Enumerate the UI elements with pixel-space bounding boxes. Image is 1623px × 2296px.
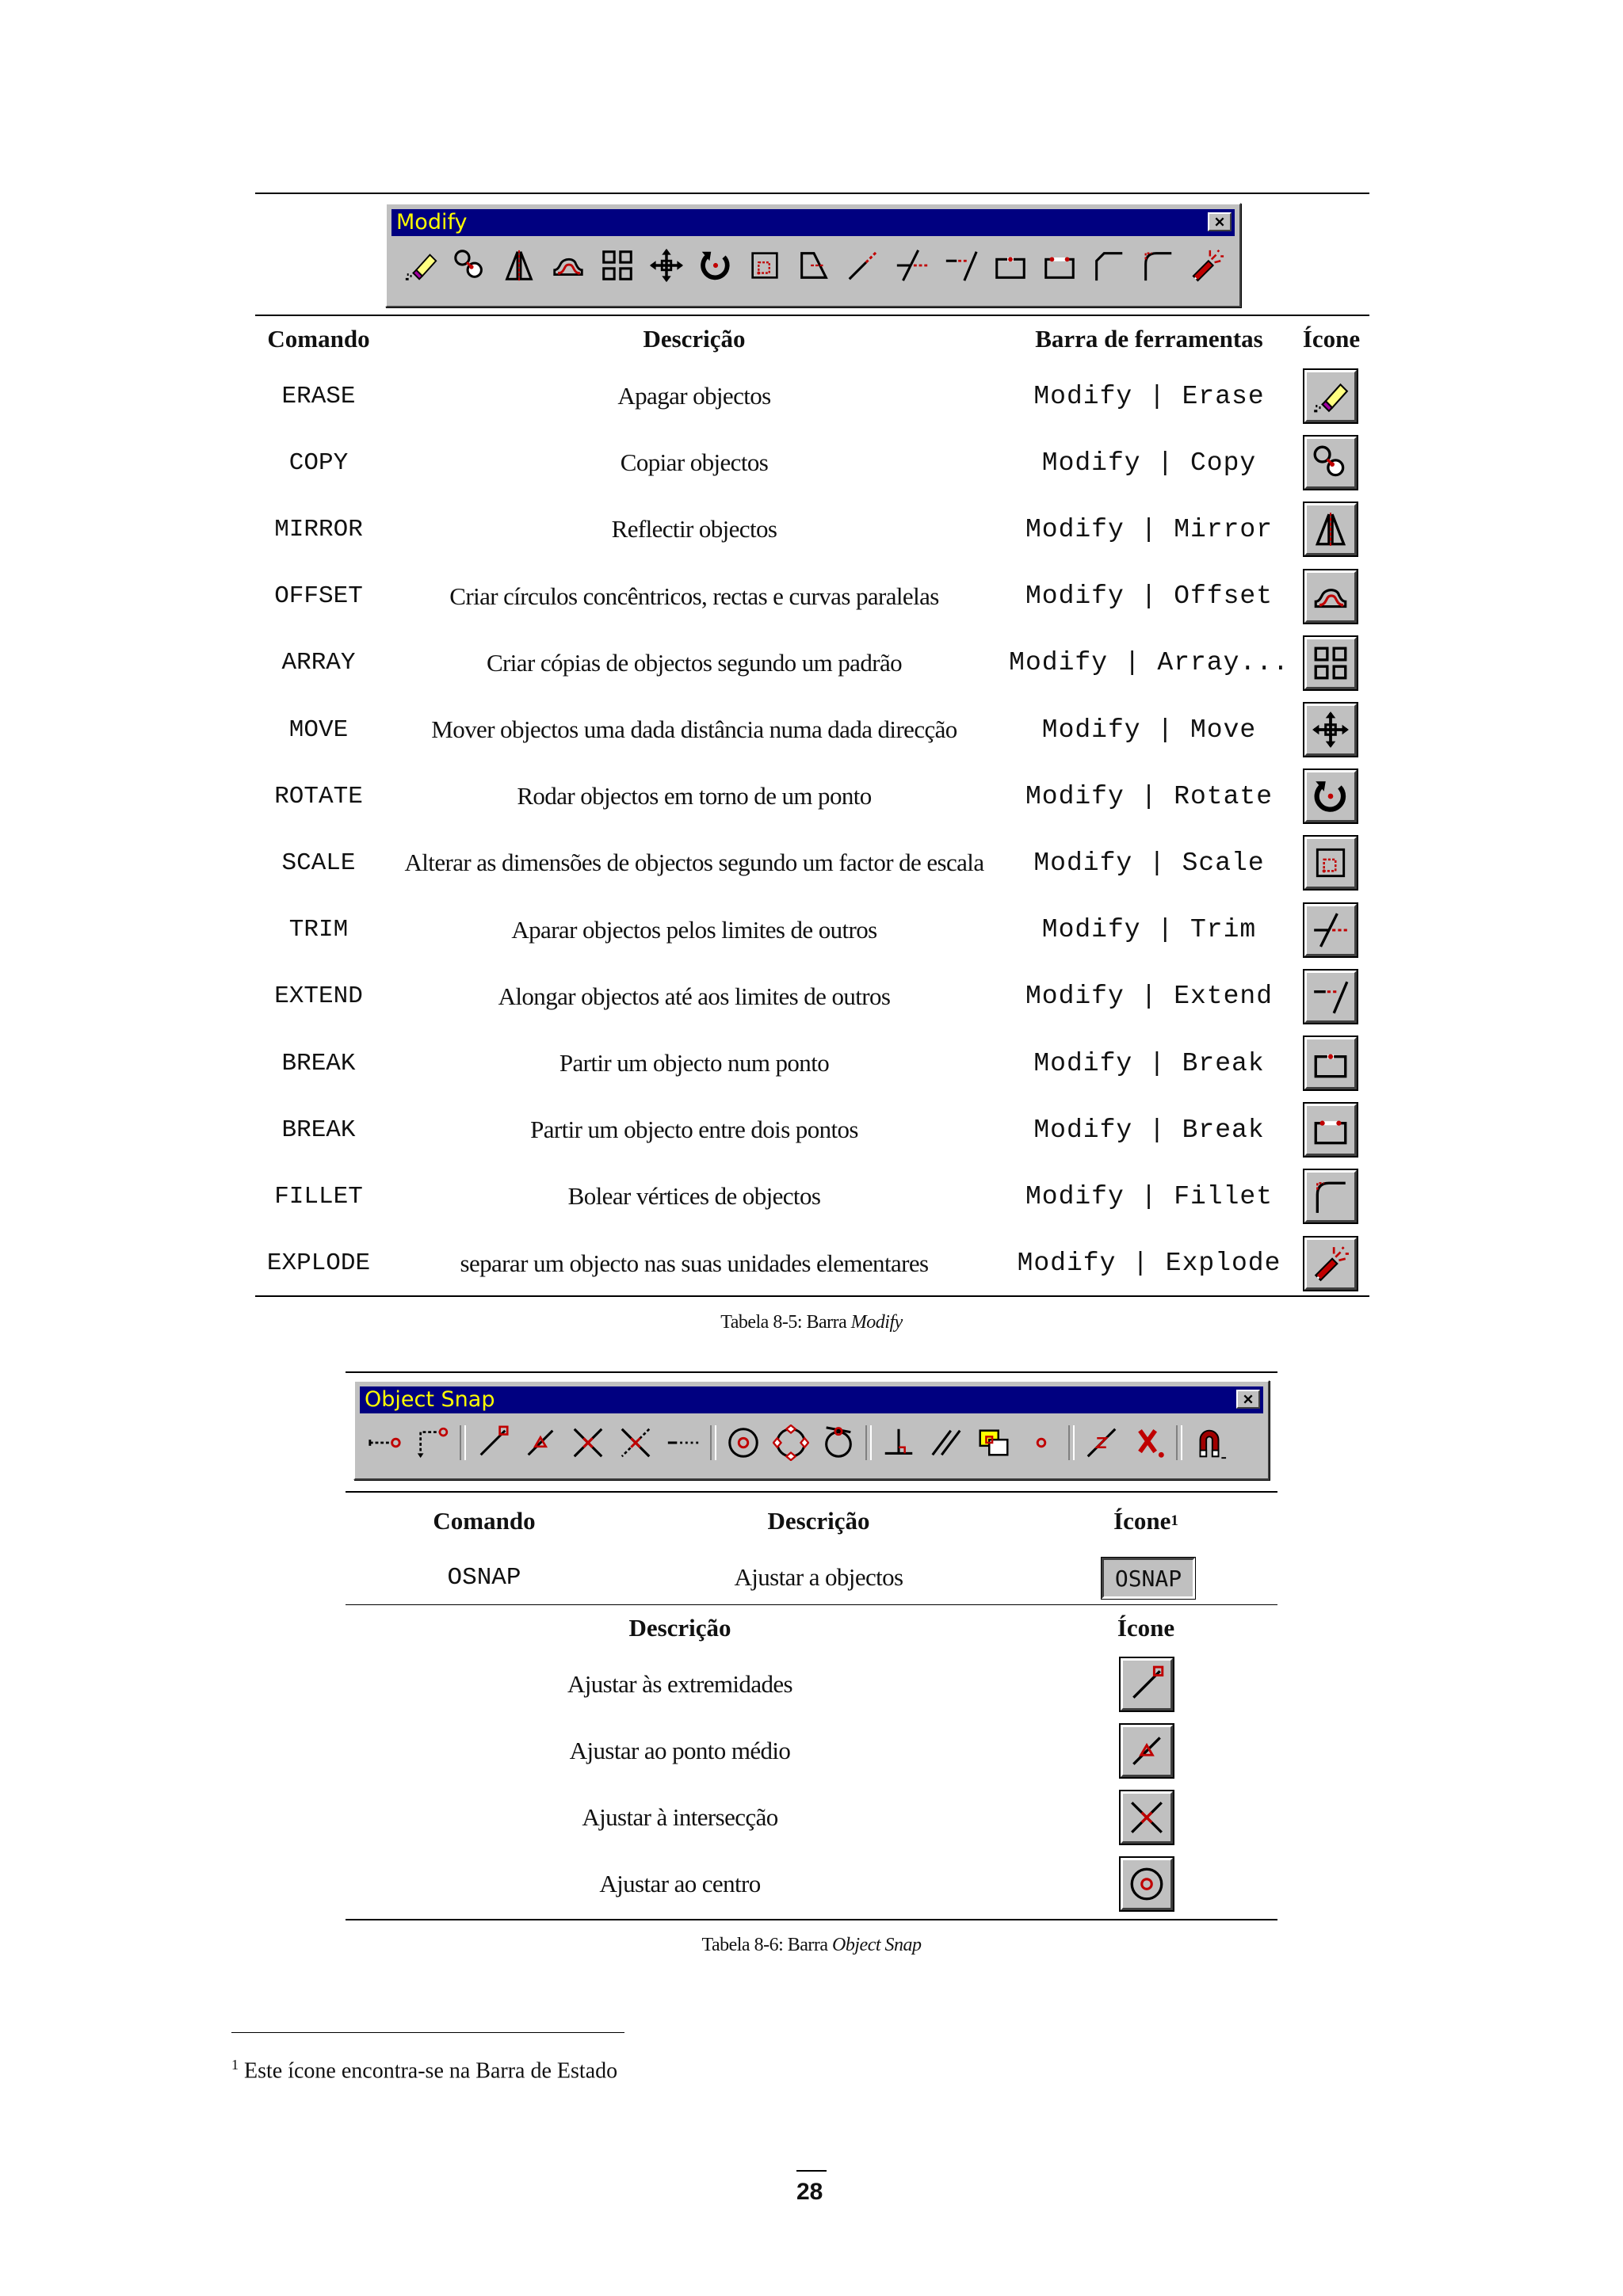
table1-header-icon: Ícone bbox=[1302, 325, 1361, 353]
command-cell: EXTEND bbox=[274, 982, 363, 1011]
table2-header-icon bbox=[1014, 1497, 1277, 1545]
toolbar-path-cell: Modify | Erase bbox=[1033, 381, 1265, 411]
table2-header-description: Descrição bbox=[767, 1507, 870, 1535]
table1-top-rule bbox=[255, 315, 1369, 316]
toolbar-path-cell: Modify | Fillet bbox=[1025, 1181, 1274, 1211]
toolbar-scale-button[interactable] bbox=[740, 244, 789, 287]
footnote-reference: 1 bbox=[1170, 1512, 1178, 1529]
rotate-icon bbox=[1311, 776, 1350, 816]
modify-toolbar-titlebar[interactable] bbox=[391, 209, 1235, 236]
osnap-toolbar-titlebar[interactable] bbox=[360, 1386, 1263, 1413]
midpoint-icon bbox=[1127, 1731, 1167, 1771]
toolbar-explode-button[interactable] bbox=[1182, 244, 1232, 287]
table2-top-rule bbox=[346, 1491, 1277, 1493]
description-cell: Ajustar ao centro bbox=[599, 1870, 761, 1897]
command-cell: MIRROR bbox=[274, 515, 363, 543]
command-cell: OFFSET bbox=[274, 582, 363, 611]
apparent-intersection-icon bbox=[617, 1425, 654, 1461]
erase-icon bbox=[403, 247, 439, 284]
description-cell: Partir um objecto entre dois pontos bbox=[530, 1116, 858, 1144]
toolbar-path-cell: Modify | Trim bbox=[1041, 915, 1257, 945]
toolbar-path-cell: Modify | Offset bbox=[1025, 582, 1274, 612]
copy-icon bbox=[1311, 443, 1350, 482]
array-icon bbox=[599, 247, 636, 284]
description-cell: separar um objecto nas suas unidades elementares bbox=[460, 1249, 929, 1277]
mirror-icon bbox=[1311, 509, 1350, 549]
from-icon bbox=[414, 1425, 451, 1461]
table1-header-toolbar: Barra de ferramentas bbox=[1035, 325, 1263, 353]
toolbar-chamfer-button[interactable] bbox=[1084, 244, 1133, 287]
scale-icon bbox=[747, 247, 783, 284]
description-cell: Reflectir objectos bbox=[611, 515, 777, 543]
footnote-mark: 1 bbox=[231, 2057, 239, 2073]
nearest-icon bbox=[1083, 1425, 1120, 1461]
offset-icon bbox=[1311, 577, 1350, 616]
command-cell: COPY bbox=[288, 448, 349, 477]
table2-subheader-icon: Ícone bbox=[1117, 1614, 1175, 1642]
description-cell: Partir um objecto num ponto bbox=[559, 1049, 830, 1077]
description-cell: Ajustar ao ponto médio bbox=[569, 1737, 791, 1764]
table1-caption bbox=[0, 1312, 1623, 1333]
parallel-icon bbox=[928, 1425, 964, 1461]
command-cell: ARRAY bbox=[281, 649, 356, 677]
description-cell: Ajustar à intersecção bbox=[582, 1803, 778, 1831]
toolbar-from-button[interactable] bbox=[409, 1421, 456, 1464]
page-number: 28 bbox=[796, 2179, 823, 2205]
intersection-icon bbox=[570, 1425, 606, 1461]
description-cell: Aparar objectos pelos limites de outros bbox=[511, 915, 877, 944]
none-icon bbox=[1131, 1425, 1167, 1461]
description-cell: Rodar objectos em torno de um ponto bbox=[517, 782, 872, 810]
extend-icon bbox=[1311, 977, 1350, 1016]
toolbar-path-cell: Modify | Extend bbox=[1025, 982, 1274, 1012]
break-point-icon bbox=[992, 247, 1029, 284]
explode-icon bbox=[1189, 247, 1225, 284]
toolbar-quadrant-button[interactable] bbox=[767, 1421, 815, 1464]
scale-icon bbox=[1311, 843, 1350, 883]
extend-icon bbox=[943, 247, 980, 284]
tracking-icon bbox=[367, 1425, 403, 1461]
toolbar-break-point-button[interactable] bbox=[986, 244, 1035, 287]
center-icon bbox=[725, 1425, 762, 1461]
close-icon bbox=[1243, 1394, 1254, 1405]
fillet-icon bbox=[1311, 1177, 1350, 1216]
osnap-settings-icon bbox=[1191, 1425, 1228, 1461]
lengthen-icon bbox=[845, 247, 881, 284]
toolbar-stretch-button[interactable] bbox=[789, 244, 838, 287]
toolbar-intersection-button[interactable] bbox=[564, 1421, 612, 1464]
toolbar-extension-button[interactable] bbox=[659, 1421, 707, 1464]
icon-cell bbox=[1304, 637, 1357, 689]
mirror-icon bbox=[501, 247, 537, 284]
perpendicular-icon bbox=[880, 1425, 917, 1461]
table2-mid-rule bbox=[346, 1604, 1277, 1605]
command-cell: MOVE bbox=[288, 715, 349, 744]
command-cell: ERASE bbox=[281, 382, 356, 410]
description-cell: Copiar objectos bbox=[620, 448, 769, 477]
break-icon bbox=[1311, 1110, 1350, 1150]
node-icon bbox=[1023, 1425, 1060, 1461]
command-cell: SCALE bbox=[281, 849, 356, 877]
icon-cell bbox=[1304, 837, 1357, 889]
extension-icon bbox=[665, 1425, 701, 1461]
insert-icon bbox=[976, 1425, 1012, 1461]
toolbar-mirror-button[interactable] bbox=[495, 244, 544, 287]
table1-header-description: Descrição bbox=[643, 325, 746, 353]
description-cell: Alongar objectos até aos limites de outros bbox=[498, 982, 891, 1010]
endpoint-icon bbox=[475, 1425, 511, 1461]
footnote bbox=[231, 2057, 617, 2084]
table2-header-command: Comando bbox=[433, 1507, 536, 1535]
close-icon bbox=[1214, 216, 1225, 227]
toolbar-separator bbox=[1176, 1425, 1182, 1460]
rotate-icon bbox=[697, 247, 734, 284]
intersection-icon bbox=[1127, 1798, 1167, 1837]
footnote-rule bbox=[231, 2032, 624, 2033]
icon-cell bbox=[1304, 904, 1357, 956]
break-point-icon bbox=[1311, 1043, 1350, 1083]
top-rule bbox=[255, 193, 1369, 194]
icon-cell bbox=[1304, 437, 1357, 489]
toolbar-array-button[interactable] bbox=[593, 244, 642, 287]
table2-bottom-rule bbox=[346, 1919, 1277, 1920]
toolbar-node-button[interactable] bbox=[1018, 1421, 1065, 1464]
toolbar-separator bbox=[710, 1425, 716, 1460]
osnap-status-button[interactable]: OSNAP bbox=[1102, 1558, 1195, 1599]
toolbar-endpoint-button[interactable] bbox=[469, 1421, 517, 1464]
modify-toolbar[interactable] bbox=[385, 203, 1241, 307]
description-cell: Mover objectos uma dada distância numa dada direcção bbox=[431, 715, 957, 743]
command-cell: BREAK bbox=[281, 1049, 356, 1077]
icon-cell bbox=[1304, 704, 1357, 756]
osnap-top-rule bbox=[346, 1371, 1277, 1373]
icon-cell bbox=[1304, 971, 1357, 1023]
icon-cell bbox=[1121, 1658, 1173, 1711]
osnap-toolbar[interactable] bbox=[353, 1380, 1270, 1480]
toolbar-fillet-button[interactable] bbox=[1133, 244, 1182, 287]
footnote-text: Este ícone encontra-se na Barra de Estado bbox=[244, 2058, 618, 2084]
table2-header-icon-label: Ícone bbox=[1113, 1507, 1171, 1535]
toolbar-path-cell: Modify | Break bbox=[1033, 1048, 1265, 1078]
chamfer-icon bbox=[1090, 247, 1127, 284]
command-cell: ROTATE bbox=[274, 782, 363, 810]
osnap-toolbar-close-button[interactable] bbox=[1236, 1390, 1260, 1409]
description-cell: Criar círculos concêntricos, rectas e curvas paralelas bbox=[449, 582, 939, 610]
table2-caption-prefix: Tabela 8-6: Barra bbox=[701, 1935, 833, 1955]
toolbar-osnap-settings-button[interactable] bbox=[1186, 1421, 1233, 1464]
icon-cell bbox=[1121, 1725, 1173, 1777]
toolbar-none-button[interactable] bbox=[1125, 1421, 1173, 1464]
icon-cell bbox=[1304, 1037, 1357, 1089]
icon-cell bbox=[1304, 1170, 1357, 1222]
icon-cell bbox=[1304, 503, 1357, 555]
icon-cell bbox=[1304, 770, 1357, 822]
toolbar-erase-button[interactable] bbox=[396, 244, 445, 287]
icon-cell bbox=[1121, 1858, 1173, 1910]
modify-toolbar-title: Modify bbox=[396, 210, 468, 235]
toolbar-break-button[interactable] bbox=[1035, 244, 1084, 287]
table2-cell-command: OSNAP bbox=[447, 1563, 521, 1592]
move-icon bbox=[1311, 710, 1350, 749]
toolbar-insert-button[interactable] bbox=[970, 1421, 1018, 1464]
table2-cell-description: Ajustar a objectos bbox=[734, 1563, 903, 1591]
description-cell: Alterar as dimensões de objectos segundo um factor de escala bbox=[404, 849, 984, 877]
toolbar-tangent-button[interactable] bbox=[815, 1421, 862, 1464]
toolbar-move-button[interactable] bbox=[642, 244, 691, 287]
toolbar-path-cell: Modify | Array... bbox=[1009, 648, 1289, 678]
icon-cell bbox=[1304, 370, 1357, 422]
toolbar-lengthen-button[interactable] bbox=[838, 244, 888, 287]
array-icon bbox=[1311, 643, 1350, 683]
icon-cell bbox=[1304, 1104, 1357, 1156]
break-icon bbox=[1041, 247, 1078, 284]
toolbar-copy-button[interactable] bbox=[445, 244, 495, 287]
toolbar-tracking-button[interactable] bbox=[361, 1421, 409, 1464]
toolbar-extend-button[interactable] bbox=[937, 244, 986, 287]
toolbar-separator bbox=[865, 1425, 872, 1460]
trim-icon bbox=[894, 247, 930, 284]
toolbar-offset-button[interactable] bbox=[544, 244, 593, 287]
osnap-toolbar-title: Object Snap bbox=[365, 1387, 495, 1412]
toolbar-nearest-button[interactable] bbox=[1078, 1421, 1125, 1464]
endpoint-icon bbox=[1127, 1665, 1167, 1704]
icon-cell bbox=[1304, 1238, 1357, 1290]
erase-icon bbox=[1311, 376, 1350, 416]
explode-icon bbox=[1311, 1244, 1350, 1283]
tangent-icon bbox=[820, 1425, 857, 1461]
toolbar-perpendicular-button[interactable] bbox=[875, 1421, 922, 1464]
command-cell: EXPLODE bbox=[266, 1249, 371, 1278]
description-cell: Bolear vértices de objectos bbox=[567, 1182, 821, 1211]
offset-icon bbox=[550, 247, 586, 284]
icon-cell bbox=[1121, 1791, 1173, 1844]
quadrant-icon bbox=[773, 1425, 809, 1461]
toolbar-parallel-button[interactable] bbox=[922, 1421, 970, 1464]
description-cell: Apagar objectos bbox=[617, 382, 771, 410]
midpoint-icon bbox=[522, 1425, 559, 1461]
description-cell: Ajustar às extremidades bbox=[567, 1670, 793, 1698]
toolbar-path-cell: Modify | Copy bbox=[1041, 448, 1257, 478]
toolbar-path-cell: Modify | Break bbox=[1033, 1115, 1265, 1145]
command-cell: BREAK bbox=[281, 1116, 356, 1144]
toolbar-path-cell: Modify | Rotate bbox=[1025, 781, 1274, 811]
center-icon bbox=[1127, 1864, 1167, 1904]
description-cell: Criar cópias de objectos segundo um padrão bbox=[486, 648, 903, 677]
table1-header-command: Comando bbox=[267, 325, 370, 353]
toolbar-midpoint-button[interactable] bbox=[517, 1421, 564, 1464]
page-number-rule bbox=[796, 2170, 827, 2172]
move-icon bbox=[648, 247, 685, 284]
stretch-icon bbox=[796, 247, 832, 284]
modify-toolbar-close-button[interactable] bbox=[1208, 212, 1232, 231]
fillet-icon bbox=[1140, 247, 1176, 284]
copy-icon bbox=[452, 247, 488, 284]
command-cell: FILLET bbox=[274, 1182, 363, 1211]
icon-cell bbox=[1304, 570, 1357, 623]
toolbar-center-button[interactable] bbox=[720, 1421, 767, 1464]
toolbar-path-cell: Modify | Explode bbox=[1017, 1249, 1281, 1279]
table1-caption-prefix: Tabela 8-5: Barra bbox=[720, 1312, 851, 1333]
toolbar-rotate-button[interactable] bbox=[691, 244, 740, 287]
toolbar-apparent-intersection-button[interactable] bbox=[612, 1421, 659, 1464]
toolbar-trim-button[interactable] bbox=[888, 244, 937, 287]
table2-caption bbox=[0, 1935, 1623, 1956]
command-cell: TRIM bbox=[288, 916, 349, 944]
toolbar-path-cell: Modify | Move bbox=[1041, 715, 1257, 745]
toolbar-separator bbox=[1068, 1425, 1075, 1460]
trim-icon bbox=[1311, 910, 1350, 950]
toolbar-path-cell: Modify | Mirror bbox=[1025, 514, 1274, 544]
toolbar-separator bbox=[460, 1425, 466, 1460]
table1-caption-italic: Modify bbox=[850, 1312, 903, 1333]
table2-subheader-description: Descrição bbox=[628, 1614, 731, 1642]
table2-caption-italic: Object Snap bbox=[832, 1935, 922, 1955]
table1-bottom-rule bbox=[255, 1295, 1369, 1297]
toolbar-path-cell: Modify | Scale bbox=[1033, 848, 1265, 878]
